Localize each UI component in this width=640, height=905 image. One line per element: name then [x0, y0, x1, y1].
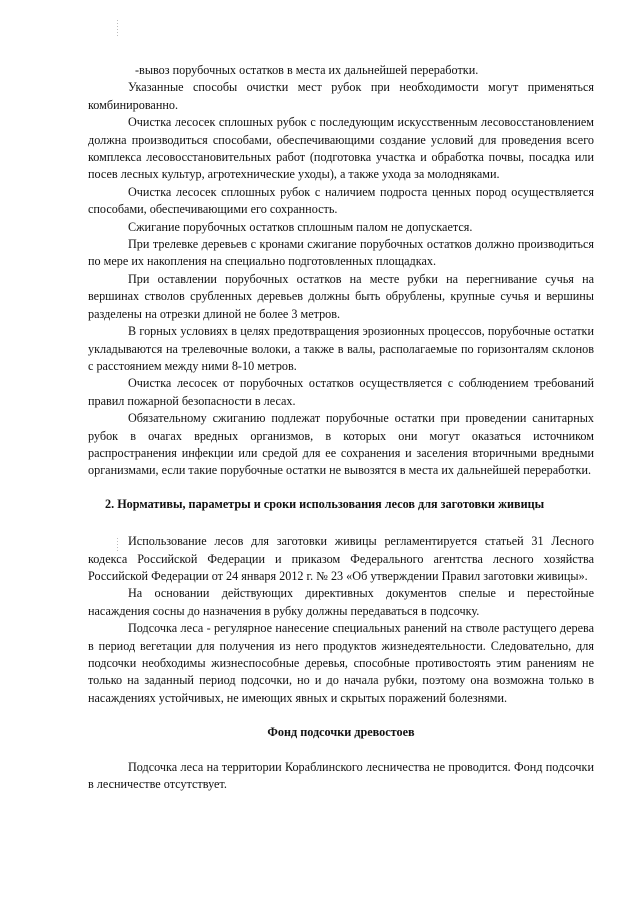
- paragraph: При оставлении порубочных остатков на месте рубки на перегнивание сучья на вершинах стволов срубленных деревьев должны быть обрублены, крупные сучья и вершины разделены на отрезки длиной не более 3 метров.: [88, 271, 594, 321]
- paragraph: Подсочка леса на территории Кораблинского лесничества не проводится. Фонд подсочки в лесничестве отсутствует.: [88, 759, 594, 792]
- subsection-heading: Фонд подсочки древостоев: [267, 725, 415, 740]
- paragraph: Очистка лесосек от порубочных остатков осуществляется с соблюдением требований правил пожарной безопасности в лесах.: [88, 376, 594, 408]
- paragraph: На основании действующих директивных документов спелые и перестойные насаждения сосны до назначения в рубку должны передаваться в подсочку.: [88, 586, 594, 618]
- paragraph: -вывоз порубочных остатков в места их дальнейшей переработки.: [135, 63, 479, 77]
- paragraph: В горных условиях в целях предотвращения эрозионных процессов, порубочные остатки укладываются на трелевочные волоки, а также в валы, располагаемые по горизонталям склонов с расстоянием между ними 8-10 метров.: [88, 324, 594, 373]
- section-heading: 2. Нормативы, параметры и сроки использования лесов для заготовки живицы: [105, 496, 545, 511]
- paragraph: Указанные способы очистки мест рубок при необходимости могут применяться комбинированно.: [88, 80, 594, 112]
- paragraph: Обязательному сжиганию подлежат порубочные остатки при проведении санитарных рубок в очагах вредных организмов, в которых они могут оказаться источником распространения инфекции или средой для ее сохранения и заселения вторичными вредными организмами, если такие порубочные остатки не вывозятся в места их дальнейшей переработки.: [88, 411, 594, 478]
- paragraph: Очистка лесосек сплошных рубок с наличием подроста ценных пород осуществляется способами, обеспечивающими его сохранность.: [88, 184, 594, 217]
- paragraph: Использование лесов для заготовки живицы регламентируется статьей 31 Лесного кодекса Российской Федерации и приказом Федерального агентства лесного хозяйства Российской Федерации от 24 января 2012 г. № 23 «Об утверждении Правил заготовки живицы».: [88, 534, 594, 583]
- paragraph: Подсочка леса - регулярное нанесение специальных ранений на стволе растущего дерева в период вегетации для получения из него продуктов жизнедеятельности. Следовательно, для подсочки необходимы жизнеспособные деревья, способные противостоять этим ранениям не только на заданный период подсочки, но и до начала рубки, поэтому она возможна только в насаждениях устойчивых, не имеющих явных и скрытых поражений болезнями.: [88, 621, 594, 705]
- scan-margin-mark: [117, 20, 118, 36]
- paragraph: Очистка лесосек сплошных рубок с последующим искусственным лесовосстановлением должна производиться способами, обеспечивающими создание условий для проведения всего комплекса лесовосстановительных работ (подготовка участка и обработка почвы, посадка или посев лесных культур, агротехнические уходы), а также ухода за молодняками.: [88, 115, 594, 182]
- paragraph: При трелевке деревьев с кронами сжигание порубочных остатков должно производиться по мере их накопления на специально подготовленных площадках.: [88, 237, 594, 269]
- document-page: [88, 62, 594, 793]
- paragraph: Сжигание порубочных остатков сплошным палом не допускается.: [128, 219, 473, 234]
